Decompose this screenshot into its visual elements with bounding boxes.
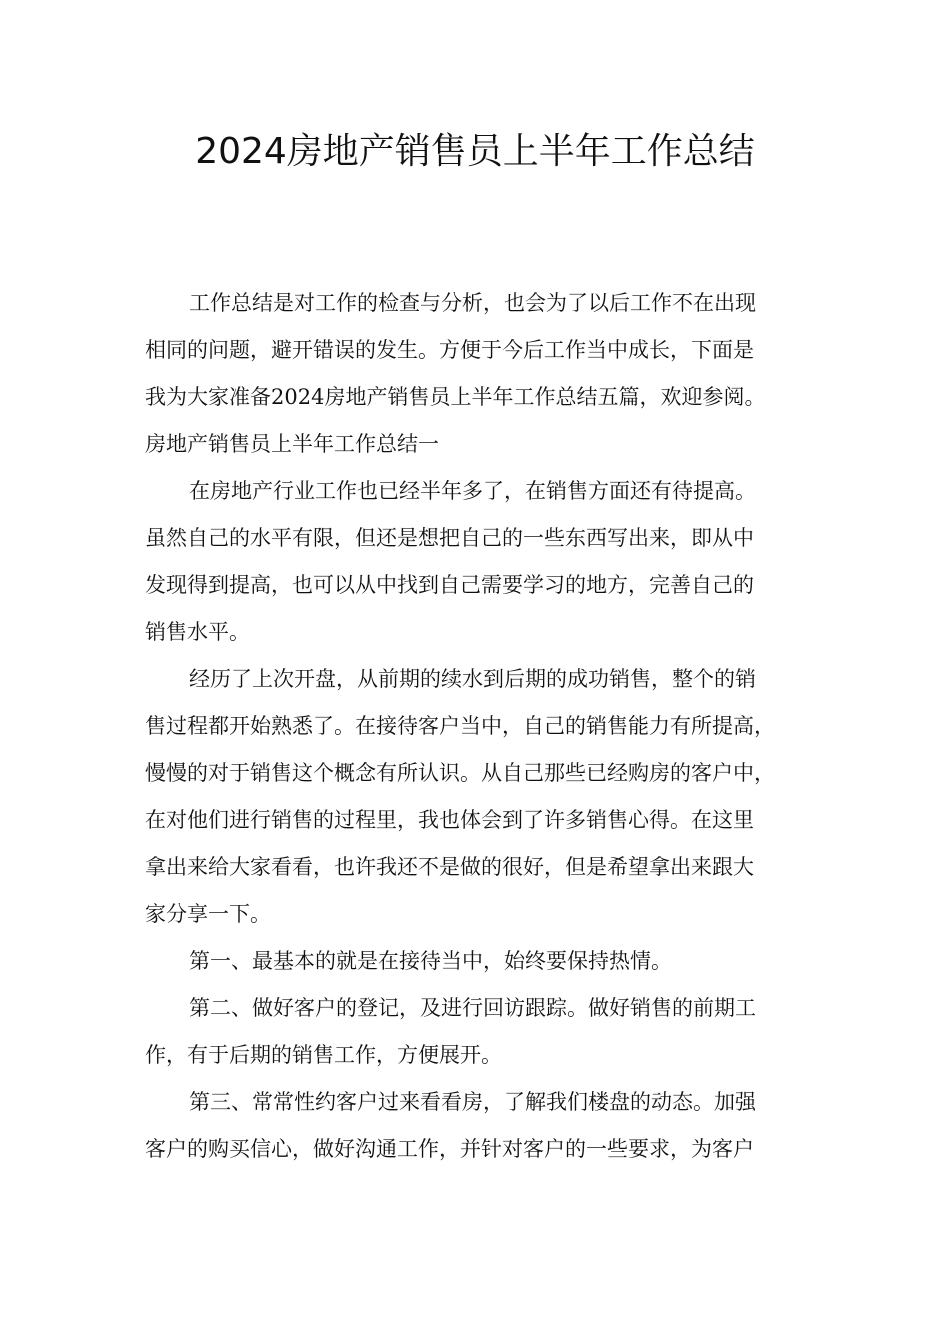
section-heading: 房地产销售员上半年工作总结一 xyxy=(145,432,439,456)
body-line: 拿出来给大家看看，也许我还不是做的很好，但是希望拿出来跟大 xyxy=(145,855,754,879)
body-line: 慢慢的对于销售这个概念有所认识。从自己那些已经购房的客户中， xyxy=(145,761,775,785)
document-title: 2024房地产销售员上半年工作总结 xyxy=(195,131,755,172)
body-line: 发现得到提高，也可以从中找到自己需要学习的地方，完善自己的 xyxy=(145,573,754,597)
body-line: 我为大家准备2024房地产销售员上半年工作总结五篇，欢迎参阅。 xyxy=(145,385,766,409)
body-line: 经历了上次开盘，从前期的续水到后期的成功销售，整个的销 xyxy=(189,667,756,691)
body-line: 虽然自己的水平有限，但还是想把自己的一些东西写出来，即从中 xyxy=(145,526,754,550)
body-line: 第二、做好客户的登记，及进行回访跟踪。做好销售的前期工 xyxy=(189,996,756,1020)
body-line: 工作总结是对工作的检查与分析，也会为了以后工作不在出现 xyxy=(189,291,756,315)
body-line: 客户的购买信心，做好沟通工作，并针对客户的一些要求，为客户 xyxy=(145,1137,754,1161)
body-line: 第一、最基本的就是在接待当中，始终要保持热情。 xyxy=(189,949,672,973)
body-line: 销售水平。 xyxy=(145,620,250,644)
body-line: 作，有于后期的销售工作，方便展开。 xyxy=(145,1043,502,1067)
body-line: 售过程都开始熟悉了。在接待客户当中，自己的销售能力有所提高， xyxy=(145,714,775,738)
body-line: 在房地产行业工作也已经半年多了，在销售方面还有待提高。 xyxy=(189,479,756,503)
body-line: 相同的问题，避开错误的发生。方便于今后工作当中成长，下面是 xyxy=(145,338,754,362)
body-line: 家分享一下。 xyxy=(145,902,271,926)
body-line: 在对他们进行销售的过程里，我也体会到了许多销售心得。在这里 xyxy=(145,808,754,832)
document-body xyxy=(145,280,815,1173)
body-line: 第三、常常性约客户过来看看房，了解我们楼盘的动态。加强 xyxy=(189,1090,756,1114)
